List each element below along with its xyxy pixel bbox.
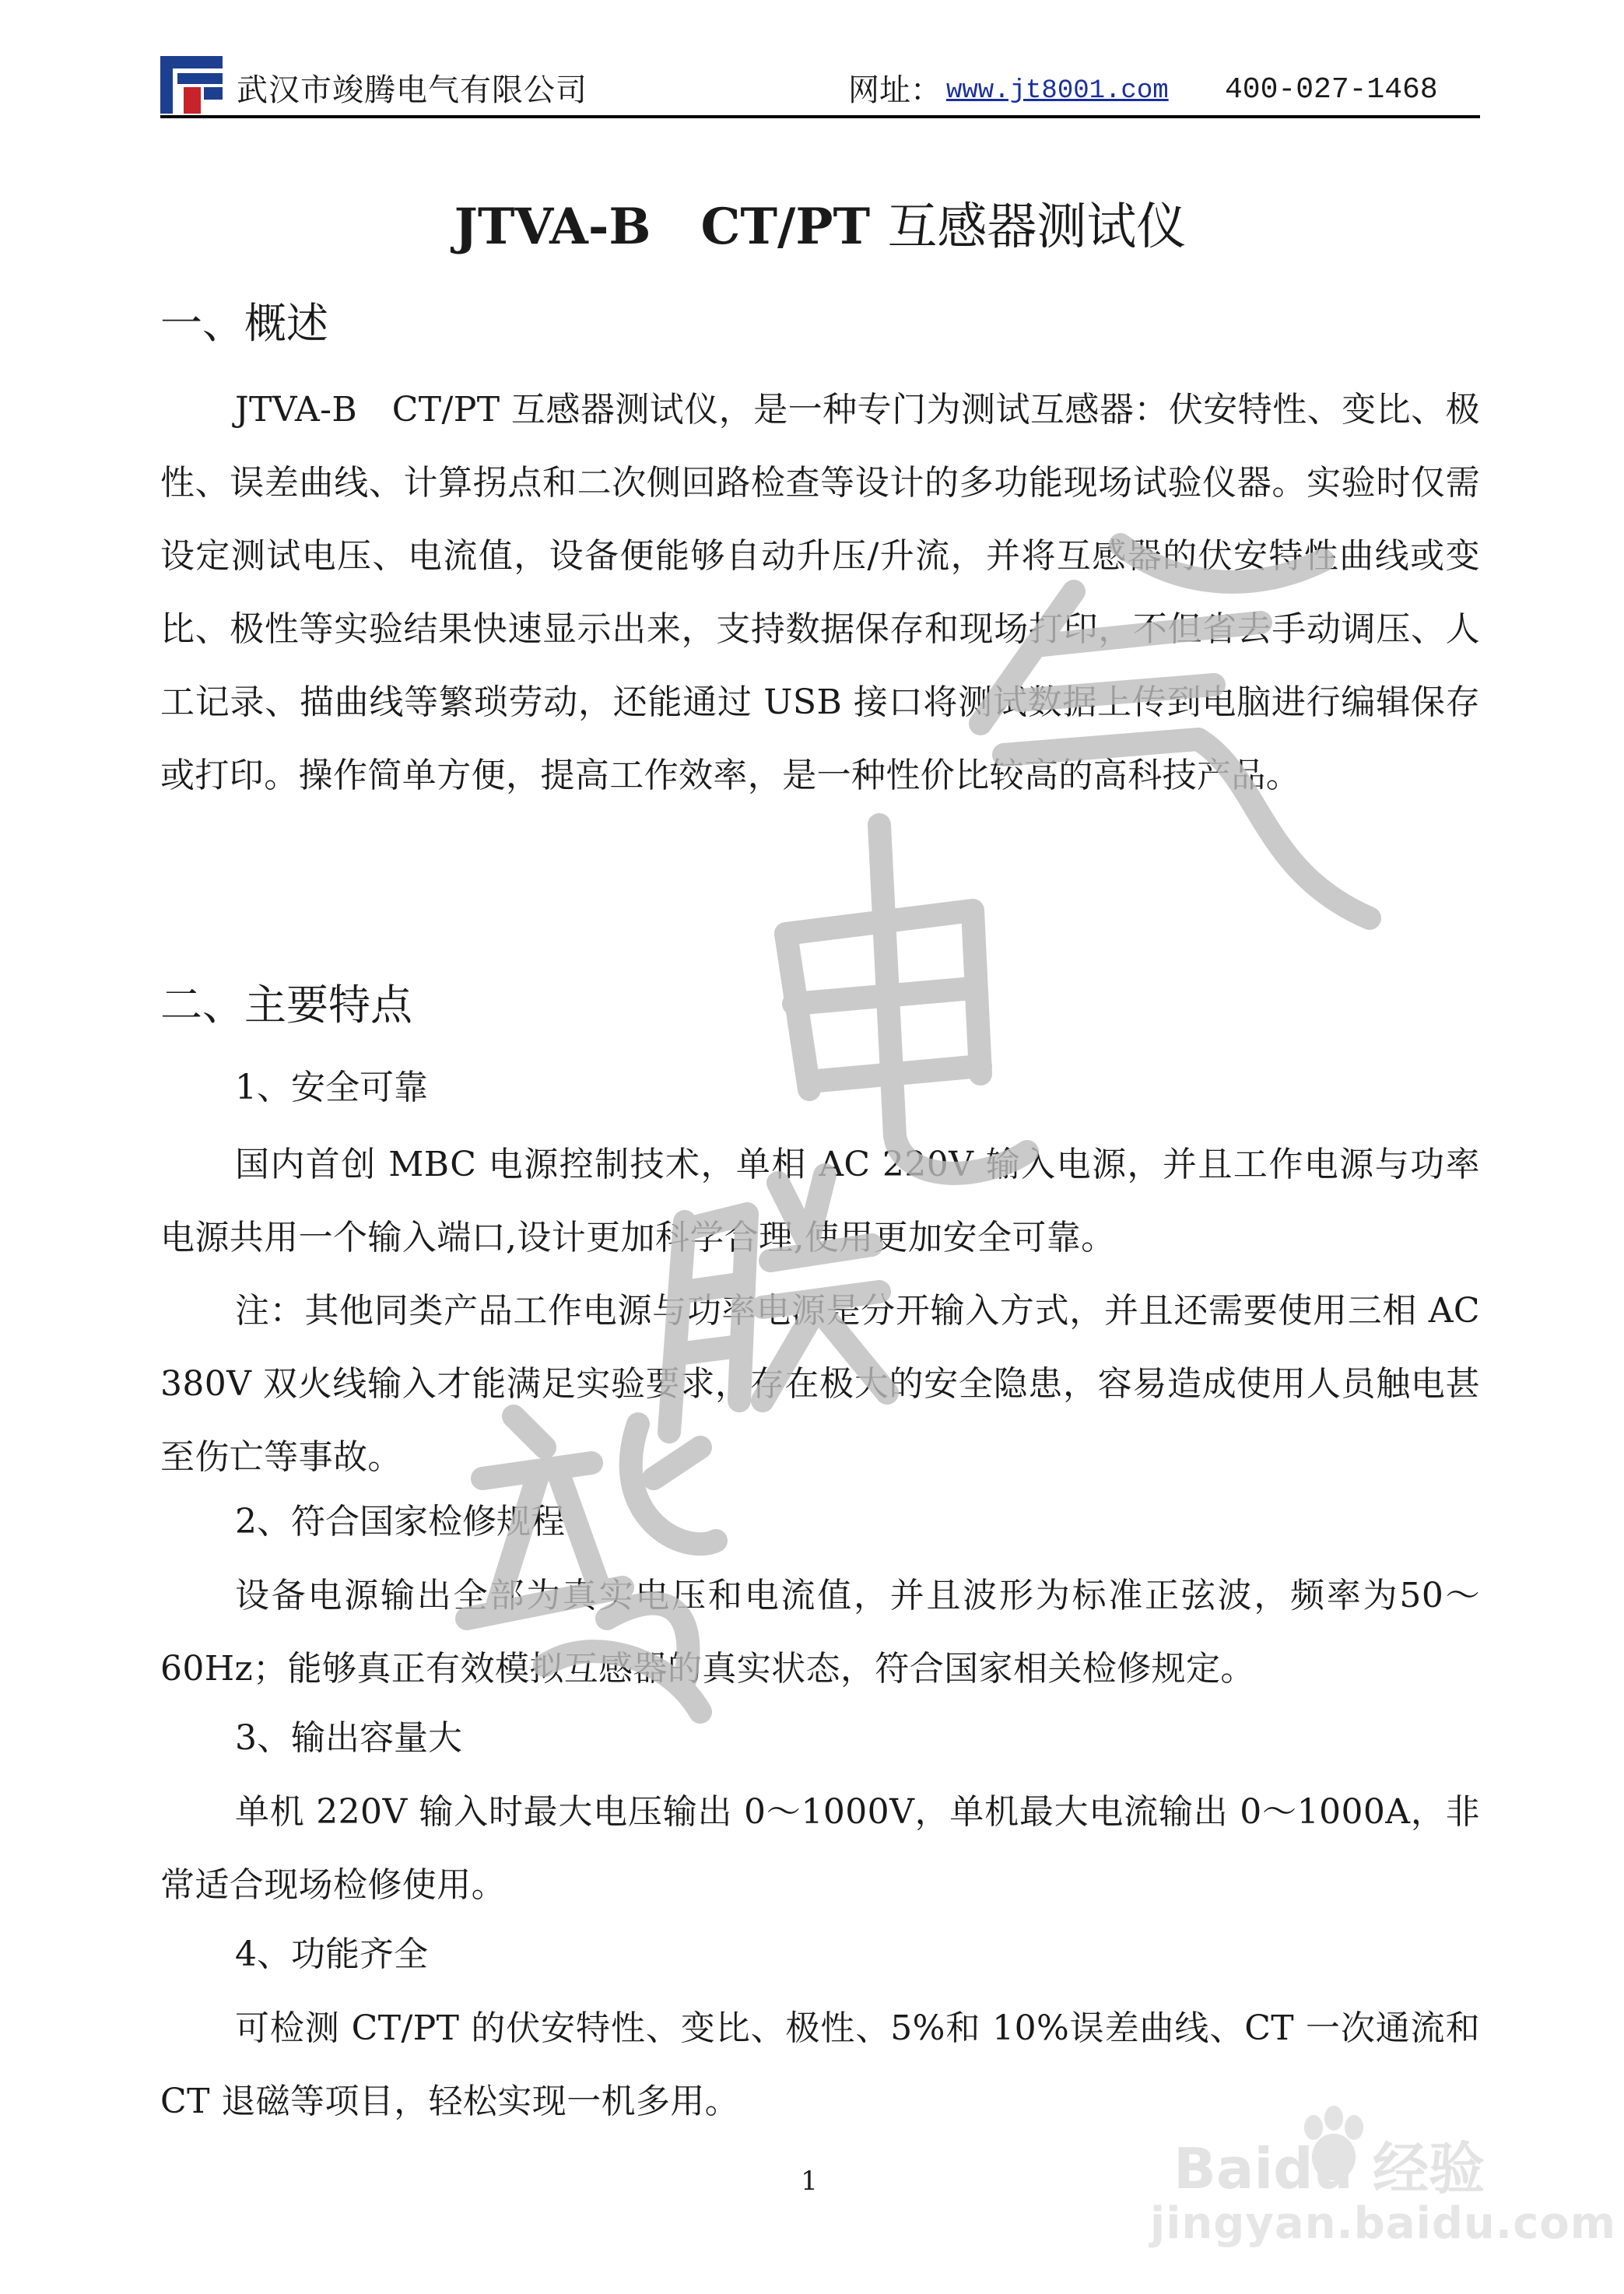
feature-title-compliance: 2、符合国家检修规程 bbox=[235, 1502, 565, 1542]
feature-compliance-paragraph: 设备电源输出全部为真实电压和电流值，并且波形为标准正弦波，频率为50～60Hz；能够真正有效模拟互感器的真实状态，符合国家相关检修规定。 bbox=[160, 1576, 1480, 1689]
website-link[interactable]: www.jt8001.com bbox=[946, 76, 1169, 106]
feature-functions-paragraph: 可检测 CT/PT 的伏安特性、变比、极性、5%和 10%误差曲线、CT 一次通流和 CT 退磁等项目，轻松实现一机多用。 bbox=[160, 2008, 1480, 2121]
baidu-paw-icon bbox=[1150, 2095, 1555, 2201]
baidu-url: jingyan.baidu.com bbox=[1150, 2198, 1617, 2249]
feature-title-safety: 1、安全可靠 bbox=[235, 1068, 428, 1107]
phone-number: 400-027-1468 bbox=[1225, 73, 1438, 107]
title-name: 互感器测试仪 bbox=[887, 198, 1187, 256]
feature-title-capacity: 3、输出容量大 bbox=[235, 1718, 462, 1758]
company-name: 武汉市竣腾电气有限公司 bbox=[237, 72, 588, 108]
page-number: 1 bbox=[801, 2166, 818, 2197]
title-model: JTVA-B CT/PT bbox=[454, 198, 888, 256]
feature-safety-note: 注：其他同类产品工作电源与功率电源是分开输入方式，并且还需要使用三相 AC 380V 双火线输入才能满足实验要求，存在极大的安全隐患，容易造成使用人员触电甚至伤亡等事故。 bbox=[160, 1291, 1480, 1477]
page-header bbox=[160, 48, 1480, 121]
section-heading-overview: 一、概述 bbox=[160, 299, 328, 348]
baidu-logo-text: Baidu 经验 bbox=[1173, 2136, 1485, 2201]
company-logo bbox=[160, 56, 223, 114]
baidu-jingyan-watermark bbox=[1150, 2095, 1617, 2249]
feature-title-functions: 4、功能齐全 bbox=[235, 1934, 428, 1974]
document-title bbox=[160, 190, 1480, 265]
header-divider bbox=[160, 115, 1480, 118]
overview-paragraph: JTVA-B CT/PT 互感器测试仪，是一种专门为测试互感器：伏安特性、变比、极性、误差曲线、计算拐点和二次侧回路检查等设计的多功能现场试验仪器。实验时仅需设定测试电压、电流值，设备便能够自动升压/升流，并将互感器的伏安特性曲线或变比、极性等实验结果快速显示出来，支持数据保存和现场打印，不但省去手动调压、人工记录、描曲线等繁琐劳动，还能通过 USB 接口将测试数据上传到电脑进行编辑保存或打印。操作简单方便，提高工作效率，是一种性价比较高的高科技产品。 bbox=[160, 390, 1480, 795]
feature-capacity-paragraph: 单机 220V 输入时最大电压输出 0～1000V，单机最大电流输出 0～1000A，非常适合现场检修使用。 bbox=[160, 1792, 1480, 1905]
website-label: 网址： bbox=[848, 72, 942, 108]
section-heading-features: 二、主要特点 bbox=[160, 980, 412, 1029]
feature-safety-paragraph: 国内首创 MBC 电源控制技术，单相 AC 220V 输入电源，并且工作电源与功率电源共用一个输入端口,设计更加科学合理,使用更加安全可靠。 bbox=[160, 1145, 1480, 1257]
